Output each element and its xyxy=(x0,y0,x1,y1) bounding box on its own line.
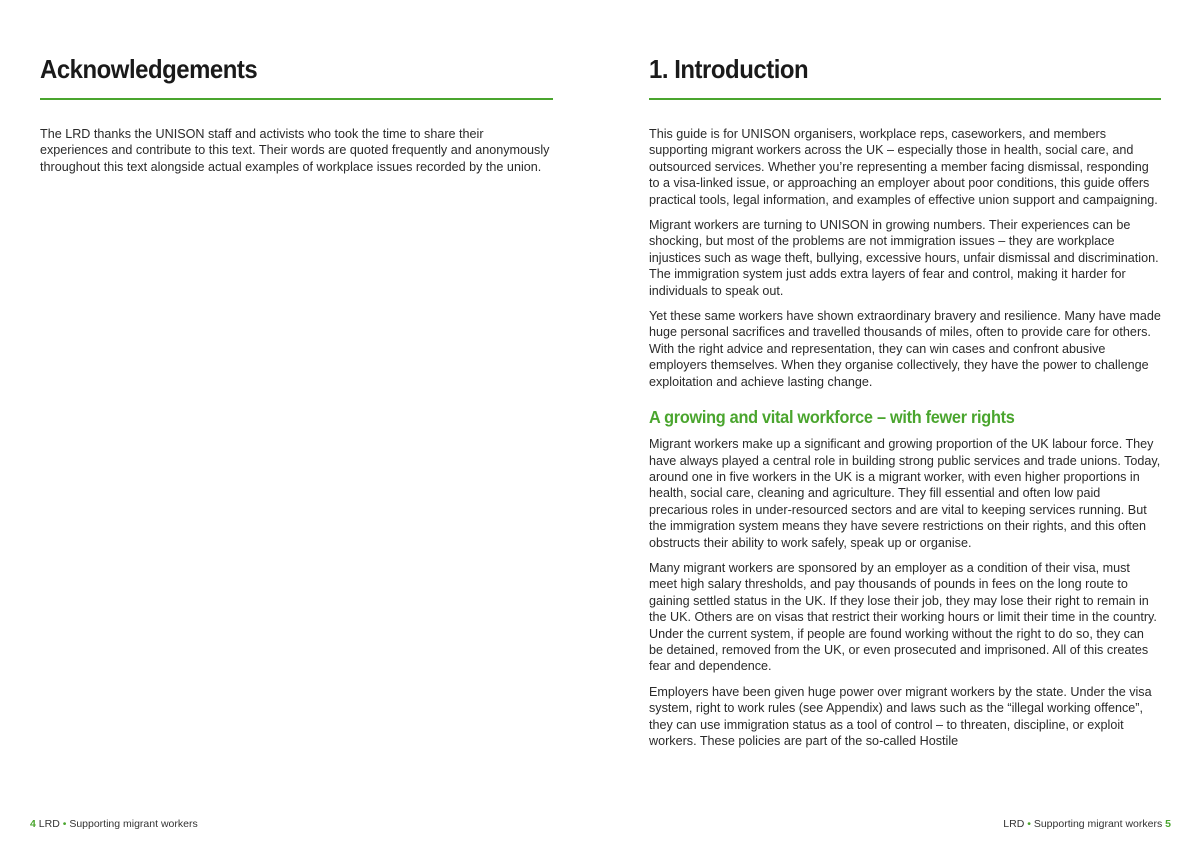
right-page xyxy=(649,0,1161,852)
page-number: 4 xyxy=(30,818,36,830)
left-page xyxy=(40,0,553,852)
body-text xyxy=(40,126,553,184)
footer-publisher: LRD xyxy=(1003,818,1025,830)
paragraph: This guide is for UNISON organisers, workplace reps, caseworkers, and members supporting migrant workers across the UK – especially those in health, social care, and outsourced services. Whether you’re representing a member facing dismissal, responding to a visa-linked issue, or approaching an employer about poor conditions, this guide offers practical tools, legal information, and examples of effective union support and campaigning. xyxy=(649,127,1158,207)
paragraph: Yet these same workers have shown extraordinary bravery and resilience. Many have made huge personal sacrifices and travelled thousands of miles, often to provide care for others. With the right advice and representation, they can win cases and confront abusive employers themselves. When they organise collectively, they have the power to challenge exploitation and achieve lasting change. xyxy=(649,309,1161,389)
paragraph: Employers have been given huge power over migrant workers by the state. Under the visa system, right to work rules (see Appendix) and laws such as the “illegal working offence”, they can use immigration status as a tool of control – to threaten, discipline, or exploit workers. These policies are part of the so-called Hostile xyxy=(649,684,1152,748)
paragraph: Many migrant workers are sponsored by an employer as a condition of their visa, must meet high salary thresholds, and pay thousands of pounds in fees on the long route to gaining settled status in the UK. If they lose their job, they may lose their right to remain in the UK. Others are on visas that restrict their working hours or limit their time in the country. Under the current system, if people are found working without the right to do so, they can be detained, removed from the UK, or even prosecuted and imprisoned. All of this creates fear and dependence. xyxy=(649,560,1157,674)
paragraph: Migrant workers make up a significant and growing proportion of the UK labour force. They have always played a central role in building strong public services and trade unions. Today, around one in five workers in the UK is a migrant worker, with even higher proportions in health, social care, cleaning and agriculture. They fill essential and often low paid precarious roles in under-resourced sectors and are vital to keeping services running. But the immigration system means they have severe restrictions on their rights, and this often obstructs their ability to work safely, speak up or organise. xyxy=(649,437,1161,550)
section-subheading: A growing and vital workforce – with fewer rights xyxy=(649,407,1015,428)
page-number: 5 xyxy=(1165,818,1171,830)
page-heading: Acknowledgements xyxy=(40,54,258,84)
footer-title: Supporting migrant workers xyxy=(69,818,198,830)
heading-divider xyxy=(40,98,553,100)
heading-divider xyxy=(649,98,1161,100)
footer-publisher: LRD xyxy=(38,818,60,830)
paragraph: The LRD thanks the UNISON staff and activists who took the time to share their experiences and contribute to this text. Their words are quoted frequently and anonymously throughout this text alongside actual examples of workplace issues recorded by the union. xyxy=(40,127,550,174)
footer-bullet: • xyxy=(62,818,67,830)
footer-title: Supporting migrant workers xyxy=(1033,818,1163,830)
page-heading: 1. Introduction xyxy=(649,54,809,84)
footer-bullet: • xyxy=(1027,818,1031,830)
paragraph: Migrant workers are turning to UNISON in growing numbers. Their experiences can be shocking, but most of the problems are not immigration issues – they are workplace injustices such as wage theft, bullying, excessive hours, unfair dismissal and discrimination. The immigration system just adds extra layers of fear and control, making it harder for individuals to speak out. xyxy=(649,218,1159,298)
body-text xyxy=(649,126,1161,758)
footer-right xyxy=(1003,817,1171,831)
footer-left xyxy=(30,817,198,831)
